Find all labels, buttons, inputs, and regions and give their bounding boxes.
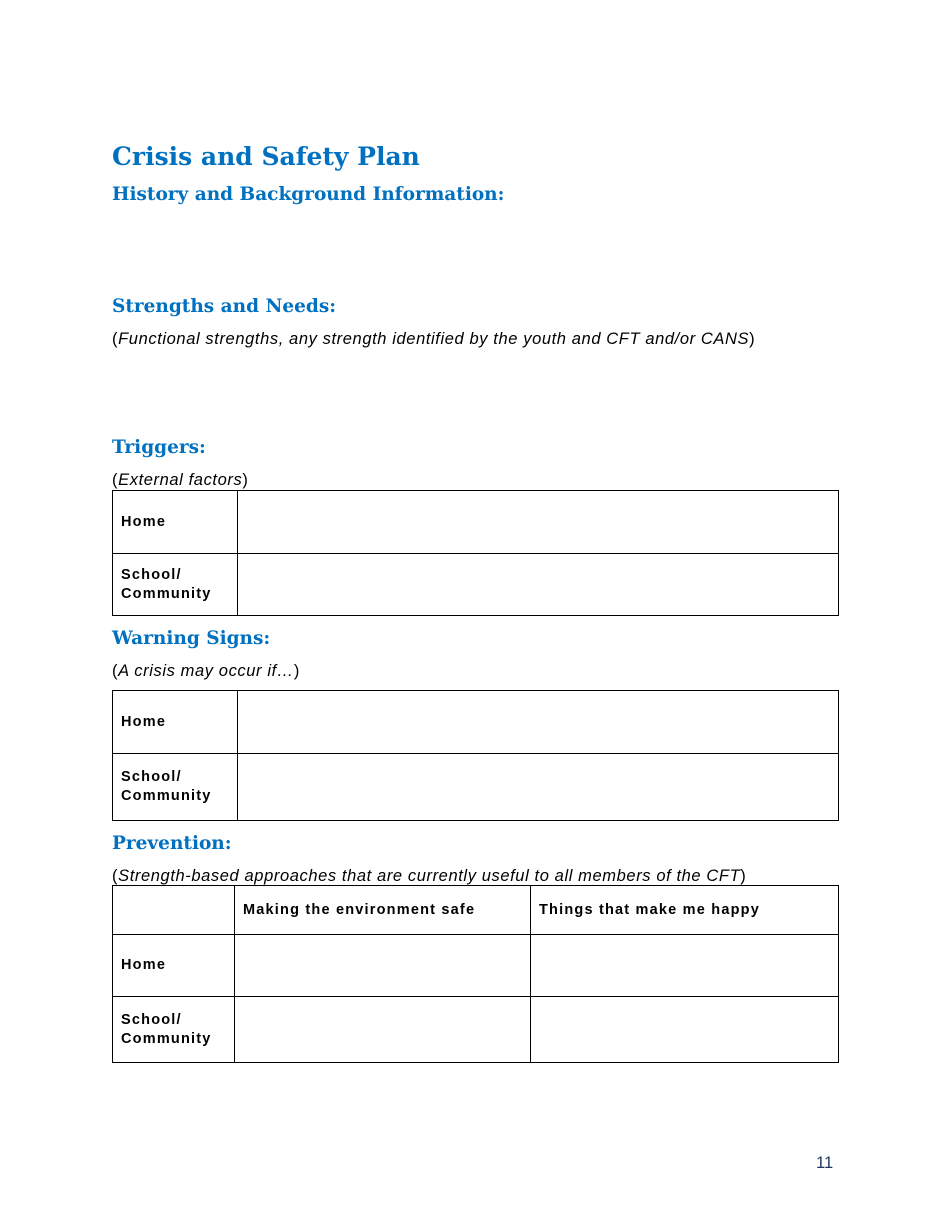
column-header-blank	[113, 886, 235, 935]
history-heading: History and Background Information:	[112, 184, 505, 205]
warning-table	[112, 690, 839, 821]
warning-note-text: A crisis may occur if…	[118, 662, 294, 680]
triggers-note-text: External factors	[118, 471, 243, 489]
triggers-note-close: )	[242, 471, 249, 489]
triggers-home-field[interactable]	[238, 491, 839, 554]
warning-note-close: )	[293, 662, 300, 680]
row-label-school-community: School/ Community	[113, 997, 235, 1063]
prevention-school-happy-field[interactable]	[531, 997, 839, 1063]
strengths-note-open: (	[112, 330, 119, 348]
triggers-heading: Triggers:	[112, 437, 206, 458]
strengths-heading: Strengths and Needs:	[112, 296, 337, 317]
warning-note	[112, 661, 300, 681]
table-row	[113, 691, 839, 754]
warning-school-community-field[interactable]	[238, 754, 839, 821]
row-label-home: Home	[113, 491, 238, 554]
table-row	[113, 997, 839, 1063]
page-title: Crisis and Safety Plan	[112, 142, 420, 171]
triggers-table	[112, 490, 839, 616]
strengths-note	[112, 329, 755, 349]
strengths-note-text: Functional strengths, any strength identified by the youth and CFT and/or CANS	[118, 330, 750, 348]
table-row	[113, 491, 839, 554]
prevention-note-close: )	[740, 867, 747, 885]
prevention-table	[112, 885, 839, 1063]
row-label-school-community: School/ Community	[113, 554, 238, 616]
table-row	[113, 554, 839, 616]
warning-note-open: (	[112, 662, 119, 680]
prevention-note-open: (	[112, 867, 119, 885]
triggers-note-open: (	[112, 471, 119, 489]
prevention-school-safe-field[interactable]	[235, 997, 531, 1063]
row-label-school-community: School/ Community	[113, 754, 238, 821]
column-header-make-me-happy: Things that make me happy	[531, 886, 839, 935]
warning-heading: Warning Signs:	[112, 628, 271, 649]
warning-home-field[interactable]	[238, 691, 839, 754]
row-label-home: Home	[113, 691, 238, 754]
prevention-home-happy-field[interactable]	[531, 935, 839, 997]
page-number: 11	[816, 1154, 834, 1172]
column-header-environment-safe: Making the environment safe	[235, 886, 531, 935]
triggers-note	[112, 470, 248, 490]
table-row	[113, 754, 839, 821]
table-row	[113, 935, 839, 997]
prevention-note	[112, 866, 746, 886]
row-label-home: Home	[113, 935, 235, 997]
prevention-note-text: Strength-based approaches that are currently useful to all members of the CFT	[118, 867, 741, 885]
strengths-note-close: )	[749, 330, 756, 348]
triggers-school-community-field[interactable]	[238, 554, 839, 616]
table-header-row	[113, 886, 839, 935]
prevention-heading: Prevention:	[112, 833, 232, 854]
prevention-home-safe-field[interactable]	[235, 935, 531, 997]
